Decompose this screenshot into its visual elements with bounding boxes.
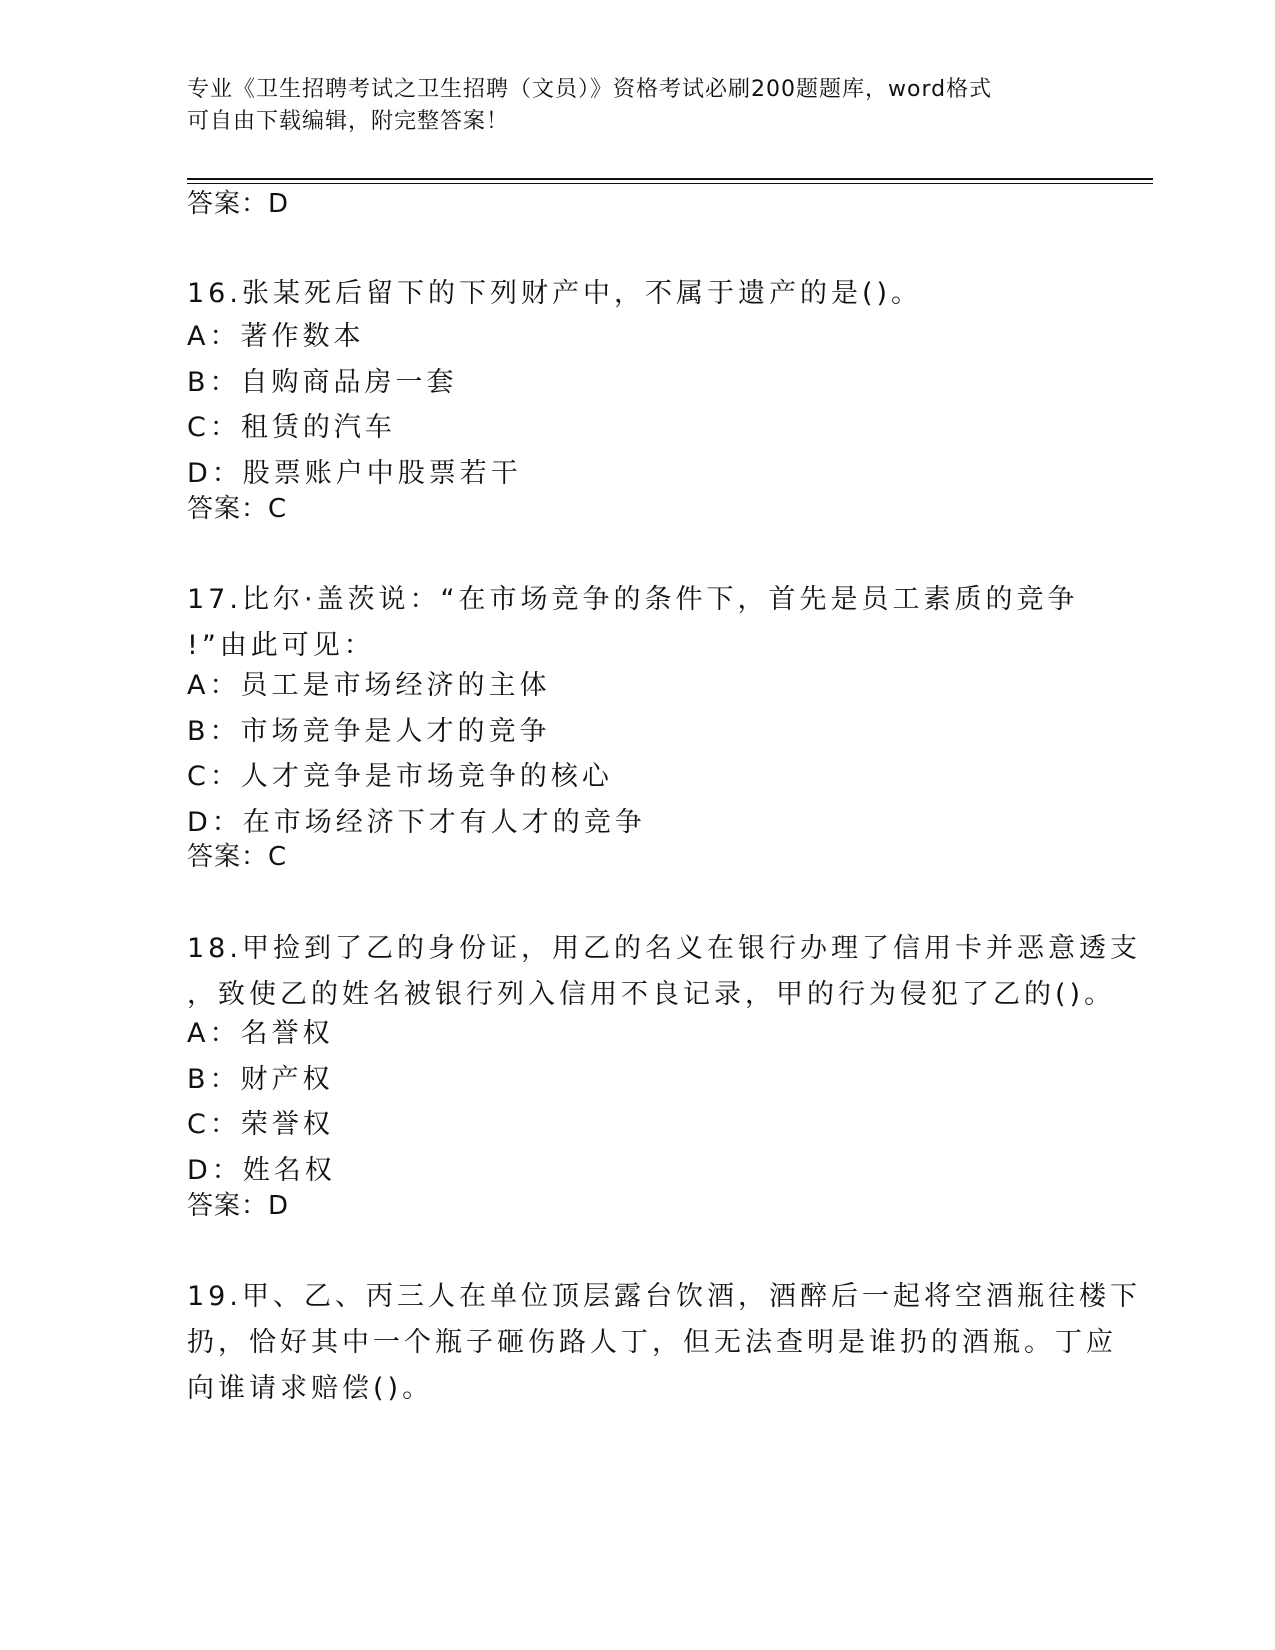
option-d: D：姓名权 — [187, 1154, 336, 1186]
question-17 — [187, 577, 1087, 669]
question-18 — [187, 926, 1141, 1018]
question-18-line-1: 18.甲捡到了乙的身份证，用乙的名义在银行办理了信用卡并恶意透支 — [187, 933, 1141, 964]
option-c: C：荣誉权 — [187, 1109, 334, 1140]
answer-15: 答案：D — [187, 189, 290, 219]
header-divider-thin — [187, 183, 1153, 184]
answer-18: 答案：D — [187, 1191, 290, 1221]
question-19 — [187, 1274, 1141, 1412]
question-19-line-3: 向谁请求赔偿()。 — [187, 1373, 434, 1404]
question-16-options — [187, 314, 522, 496]
question-18-line-2: ，致使乙的姓名被银行列入信用不良记录，甲的行为侵犯了乙的()。 — [187, 979, 1116, 1010]
question-19-line-1: 19.甲、乙、丙三人在单位顶层露台饮酒，酒醉后一起将空酒瓶往楼下 — [187, 1281, 1141, 1312]
document-header — [187, 74, 1067, 138]
question-16 — [187, 271, 1087, 317]
question-17-options — [187, 663, 646, 845]
question-17-line-2: !”由此可见： — [187, 630, 375, 661]
question-19-line-2: 扔，恰好其中一个瓶子砸伤路人丁，但无法查明是谁扔的酒瓶。丁应 — [187, 1327, 1117, 1358]
option-b: B：自购商品房一套 — [187, 366, 458, 398]
answer-17: 答案：C — [187, 842, 288, 872]
option-a: A：员工是市场经济的主体 — [187, 670, 551, 701]
option-d: D：在市场经济下才有人才的竞争 — [187, 806, 646, 838]
option-d: D：股票账户中股票若干 — [187, 457, 522, 489]
option-c: C：租赁的汽车 — [187, 412, 396, 443]
option-a: A：名誉权 — [187, 1018, 334, 1049]
question-17-line-1: 17.比尔·盖茨说：“在市场竞争的条件下，首先是员工素质的竞争 — [187, 584, 1079, 615]
option-a: A：著作数本 — [187, 321, 365, 352]
header-line-1: 专业《卫生招聘考试之卫生招聘（文员）》资格考试必刷200题题库，word格式 — [187, 77, 993, 102]
option-b: B：财产权 — [187, 1063, 334, 1095]
header-line-2: 可自由下载编辑，附完整答案！ — [187, 109, 510, 134]
answer-16: 答案：C — [187, 494, 288, 524]
header-divider-thick — [187, 178, 1153, 180]
option-b: B：市场竞争是人才的竞争 — [187, 715, 551, 747]
question-18-options — [187, 1011, 336, 1193]
question-16-line-1: 16.张某死后留下的下列财产中，不属于遗产的是()。 — [187, 278, 923, 309]
option-c: C：人才竞争是市场竞争的核心 — [187, 761, 613, 792]
